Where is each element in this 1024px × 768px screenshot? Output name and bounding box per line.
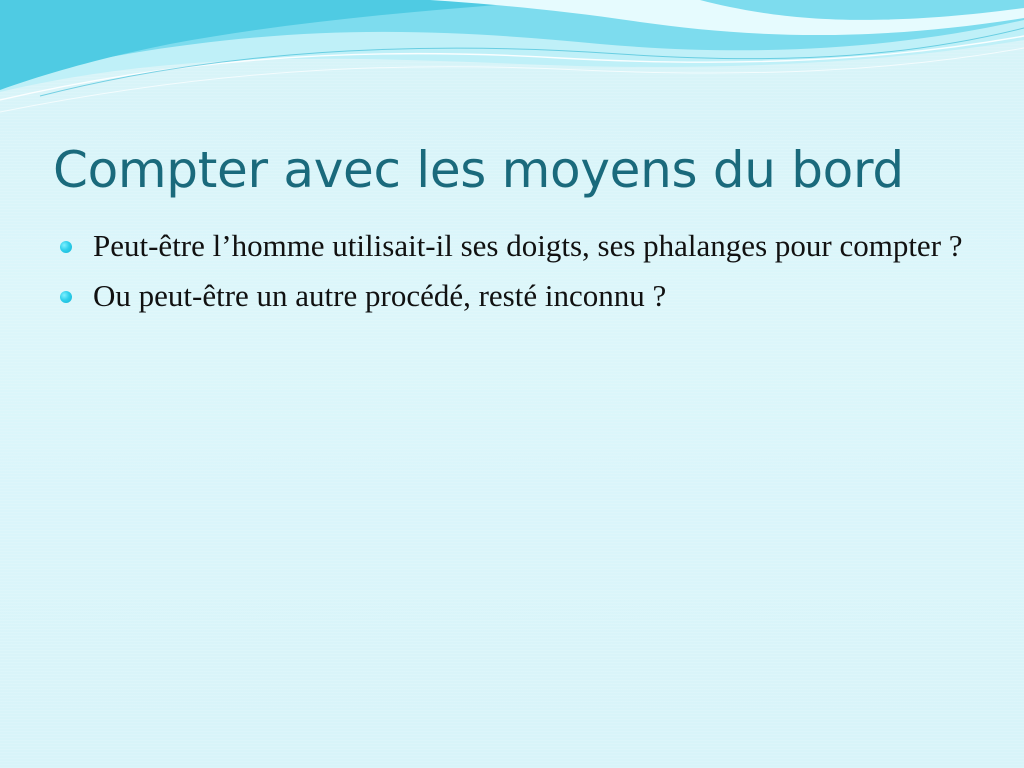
bullet-list <box>60 224 970 324</box>
wave-header-decoration <box>0 0 1024 120</box>
bullet-text: Peut-être l’homme utilisait-il ses doigts, ses phalanges pour compter ? <box>93 228 963 263</box>
bullet-dot-icon <box>60 291 72 303</box>
bullet-text: Ou peut-être un autre procédé, resté inconnu ? <box>93 278 667 313</box>
bullet-item <box>60 274 970 318</box>
bullet-dot-icon <box>60 241 72 253</box>
slide-title: Compter avec les moyens du bord <box>53 141 904 199</box>
bullet-item <box>60 224 970 268</box>
